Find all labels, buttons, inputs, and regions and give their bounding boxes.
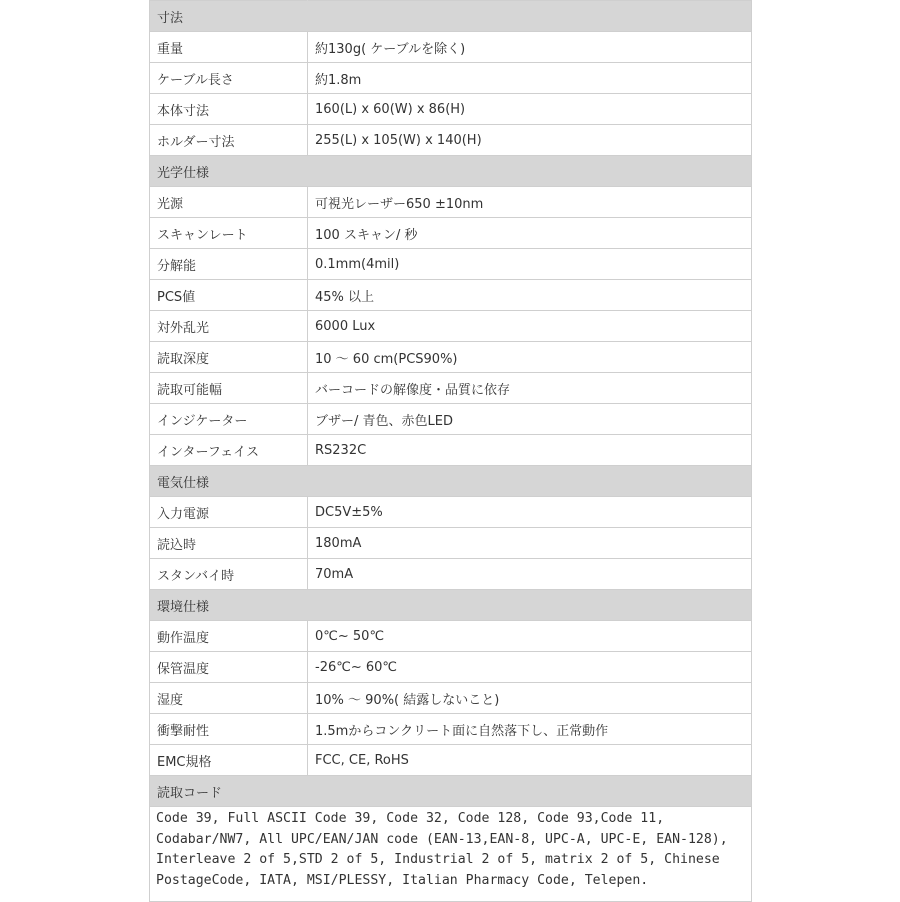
spec-value: 0.1mm(4mil) [308,249,752,280]
spec-row [150,404,752,435]
spec-row [150,621,752,652]
section-header-row [150,1,752,32]
spec-value: 100 スキャン/ 秒 [308,218,752,249]
spec-label: 衝撃耐性 [150,714,308,745]
spec-label: インターフェイス [150,435,308,466]
spec-label: 光源 [150,187,308,218]
spec-value: DC5V±5% [308,497,752,528]
section-header-row [150,590,752,621]
spec-row [150,342,752,373]
spec-row [150,652,752,683]
spec-label: 分解能 [150,249,308,280]
spec-label: ホルダー寸法 [150,125,308,156]
codes-section-title: 読取コード [150,776,308,807]
spec-label: 重量 [150,32,308,63]
spec-value: 255(L) x 105(W) x 140(H) [308,125,752,156]
spec-value: RS232C [308,435,752,466]
spec-value: 45% 以上 [308,280,752,311]
spec-row [150,714,752,745]
section-header-row [150,156,752,187]
spec-row [150,32,752,63]
section-header-empty-cell [308,466,752,497]
spec-label: 読取可能幅 [150,373,308,404]
codes-row [150,807,752,902]
section-header-row [150,466,752,497]
spec-value: 約1.8m [308,63,752,94]
section-title: 寸法 [150,1,308,32]
spec-value: 約130g( ケーブルを除く) [308,32,752,63]
spec-label: EMC規格 [150,745,308,776]
spec-label: 湿度 [150,683,308,714]
spec-label: 動作温度 [150,621,308,652]
spec-row [150,63,752,94]
spec-label: インジケーター [150,404,308,435]
spec-value: バーコードの解像度・品質に依存 [308,373,752,404]
section-title: 光学仕様 [150,156,308,187]
spec-label: 本体寸法 [150,94,308,125]
section-title: 環境仕様 [150,590,308,621]
spec-row [150,249,752,280]
spec-value: 0℃~ 50℃ [308,621,752,652]
spec-value: 160(L) x 60(W) x 86(H) [308,94,752,125]
spec-label: 保管温度 [150,652,308,683]
spec-value: 70mA [308,559,752,590]
codes-section-header-row [150,776,752,807]
spec-value: 6000 Lux [308,311,752,342]
spec-row [150,559,752,590]
section-title: 電気仕様 [150,466,308,497]
spec-label: スタンバイ時 [150,559,308,590]
spec-value: 10% ～ 90%( 結露しないこと) [308,683,752,714]
spec-label: 読取深度 [150,342,308,373]
spec-value: 10 ～ 60 cm(PCS90%) [308,342,752,373]
spec-value: -26℃~ 60℃ [308,652,752,683]
spec-table [149,0,752,902]
spec-value: 180mA [308,528,752,559]
spec-row [150,311,752,342]
spec-row [150,497,752,528]
spec-value: FCC, CE, RoHS [308,745,752,776]
section-header-empty-cell [308,1,752,32]
codes-header-empty-cell [308,776,752,807]
spec-row [150,187,752,218]
spec-row [150,218,752,249]
spec-label: 読込時 [150,528,308,559]
spec-value: ブザー/ 青色、赤色LED [308,404,752,435]
spec-row [150,683,752,714]
spec-row [150,528,752,559]
spec-row [150,94,752,125]
spec-row [150,745,752,776]
spec-value: 1.5mからコンクリート面に自然落下し、正常動作 [308,714,752,745]
spec-row [150,280,752,311]
spec-label: ケーブル長さ [150,63,308,94]
spec-value: 可視光レーザー650 ±10nm [308,187,752,218]
spec-row [150,435,752,466]
spec-label: スキャンレート [150,218,308,249]
spec-row [150,373,752,404]
spec-label: PCS値 [150,280,308,311]
spec-label: 入力電源 [150,497,308,528]
section-header-empty-cell [308,156,752,187]
spec-label: 対外乱光 [150,311,308,342]
section-header-empty-cell [308,590,752,621]
spec-row [150,125,752,156]
codes-list-cell [150,807,752,902]
codes-list-text: Code 39, Full ASCII Code 39, Code 32, Code 128, Code 93,Code 11, Codabar/NW7, All UPC/EAN/JAN code (EAN-13,EAN-8, UPC-A, UPC-E, EAN-128), Interleave 2 of 5,STD 2 of 5, Industrial 2 of 5, matrix 2 of 5, Chinese PostageCode, IATA, MSI/PLESSY, Italian Pharmacy Code, Telepen. [156,811,728,888]
